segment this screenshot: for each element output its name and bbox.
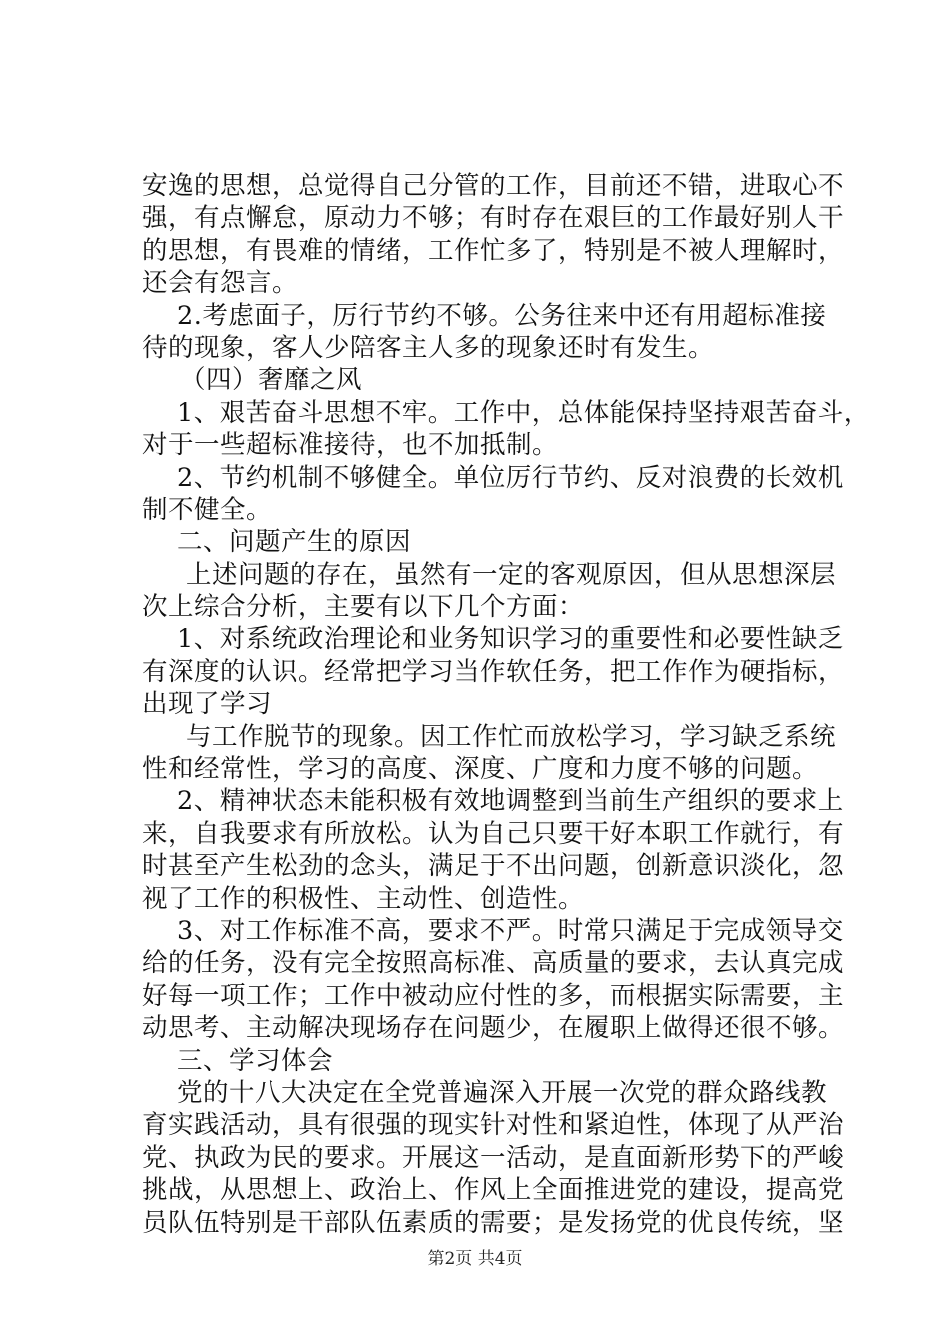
text-line: 安逸的思想，总觉得自己分管的工作，目前还不错，进取心不 bbox=[142, 171, 845, 201]
document-body bbox=[142, 170, 870, 1239]
text-line: 2、节约机制不够健全。单位厉行节约、反对浪费的长效机 bbox=[177, 462, 844, 493]
text-line: 好每一项工作；工作中被动应付性的多，而根据实际需要，主 bbox=[142, 980, 845, 1011]
text-line: 性和经常性，学习的高度、深度、广度和力度不够的问题。 bbox=[142, 754, 819, 785]
text-line: 党的十八大决定在全党普遍深入开展一次党的群众路线教 bbox=[177, 1077, 828, 1108]
text-line: 2、精神状态未能积极有效地调整到当前生产组织的要求上 bbox=[177, 786, 844, 817]
text-line: 育实践活动，具有很强的现实针对性和紧迫性，体现了从严治 bbox=[142, 1110, 845, 1141]
text-line: 来，自我要求有所放松。认为自己只要干好本职工作就行，有 bbox=[142, 818, 845, 849]
text-line: 的思想，有畏难的情绪，工作忙多了，特别是不被人理解时， bbox=[142, 235, 845, 266]
section-heading: 三、学习体会 bbox=[177, 1045, 334, 1076]
text-line: 动思考、主动解决现场存在问题少，在履职上做得还很不够。 bbox=[142, 1013, 845, 1044]
text-line: 出现了学习 bbox=[142, 689, 273, 720]
section-heading: （四）奢靡之风 bbox=[180, 365, 363, 396]
text-line: 视了工作的积极性、主动性、创造性。 bbox=[142, 883, 585, 914]
text-line: 与工作脱节的现象。因工作忙而放松学习，学习缺乏系统 bbox=[186, 721, 837, 752]
text-line: 员队伍特别是干部队伍素质的需要；是发扬党的优良传统，坚 bbox=[142, 1207, 845, 1238]
section-heading: 二、问题产生的原因 bbox=[177, 527, 412, 558]
text-line: 还会有怨言。 bbox=[142, 268, 299, 299]
text-line: 次上综合分析，主要有以下几个方面： bbox=[142, 592, 585, 623]
page-footer bbox=[0, 1244, 950, 1269]
text-line: 待的现象，客人少陪客主人多的现象还时有发生。 bbox=[142, 332, 715, 363]
text-line: 党、执政为民的要求。开展这一活动，是直面新形势下的严峻 bbox=[142, 1142, 845, 1173]
text-line: 有深度的认识。经常把学习当作软任务，把工作作为硬指标， bbox=[142, 656, 845, 687]
text-line: 制不健全。 bbox=[142, 494, 273, 525]
text-line: 对于一些超标准接待，也不加抵制。 bbox=[142, 430, 559, 461]
text-line: 时甚至产生松劲的念头，满足于不出问题，创新意识淡化，忽 bbox=[142, 851, 845, 882]
text-line: 3、对工作标准不高，要求不严。时常只满足于完成领导交 bbox=[177, 915, 844, 946]
page-number-label: 第2页 共4页 bbox=[427, 1249, 523, 1269]
text-line: 1、艰苦奋斗思想不牢。工作中，总体能保持坚持艰苦奋斗， bbox=[177, 397, 870, 428]
text-line: 强，有点懈怠，原动力不够；有时存在艰巨的工作最好别人干 bbox=[142, 203, 845, 234]
text-line: 上述问题的存在，虽然有一定的客观原因，但从思想深层 bbox=[186, 559, 837, 590]
text-line: 给的任务，没有完全按照高标准、高质量的要求，去认真完成 bbox=[142, 948, 845, 979]
text-line: 挑战，从思想上、政治上、作风上全面推进党的建设，提高党 bbox=[142, 1175, 845, 1206]
text-line: 1、对系统政治理论和业务知识学习的重要性和必要性缺乏 bbox=[177, 624, 844, 655]
text-line: 2.考虑面子，厉行节约不够。公务往来中还有用超标准接 bbox=[177, 300, 827, 331]
